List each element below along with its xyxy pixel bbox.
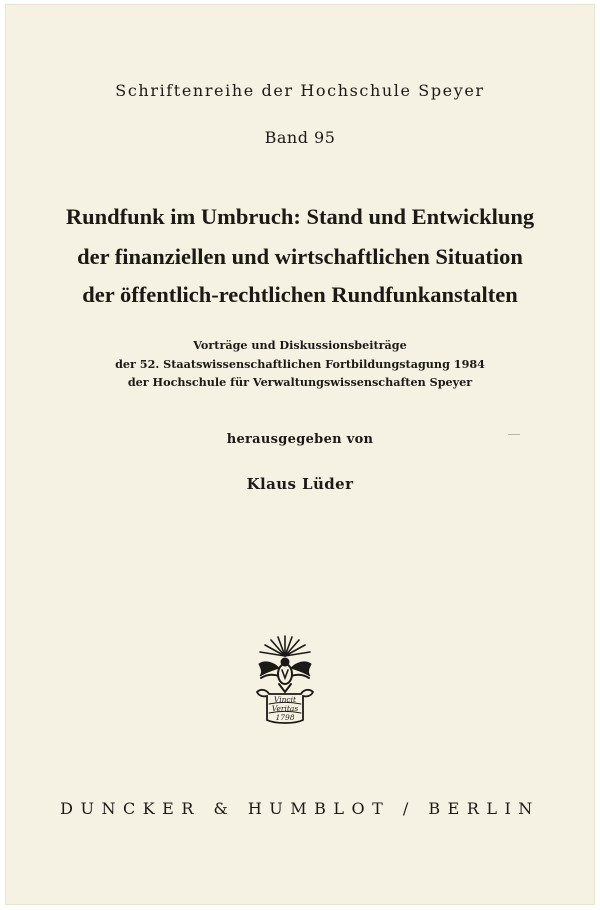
volume-number: Band 95 (264, 128, 336, 147)
book-cover (5, 4, 595, 905)
publisher-imprint: DUNCKER & HUMBLOT / BERLIN (60, 799, 540, 818)
title-line-1: Rundfunk im Umbruch: Stand und Entwicklung (65, 204, 535, 229)
editor-name: Klaus Lüder (246, 475, 354, 493)
logo-motto-line-1: Vincit (273, 695, 297, 704)
publisher-eagle-emblem-icon (251, 634, 319, 726)
logo-motto-line-3: 1798 (275, 713, 295, 722)
edited-by-label: herausgegeben von (226, 432, 374, 447)
subtitle-line-3: der Hochschule für Verwaltungswissenschaften Speyer (127, 375, 473, 389)
series-title: Schriftenreihe der Hochschule Speyer (115, 81, 485, 100)
logo-motto-line-2: Veritas (271, 704, 299, 713)
subtitle-line-2: der 52. Staatswissenschaftlichen Fortbildungstagung 1984 (115, 357, 485, 371)
title-line-2: der finanziellen und wirtschaftlichen Situation (77, 244, 523, 269)
subtitle-line-1: Vorträge und Diskussionsbeiträge (193, 338, 407, 352)
title-line-3: der öffentlich-rechtlichen Rundfunkanstalten (82, 282, 518, 307)
